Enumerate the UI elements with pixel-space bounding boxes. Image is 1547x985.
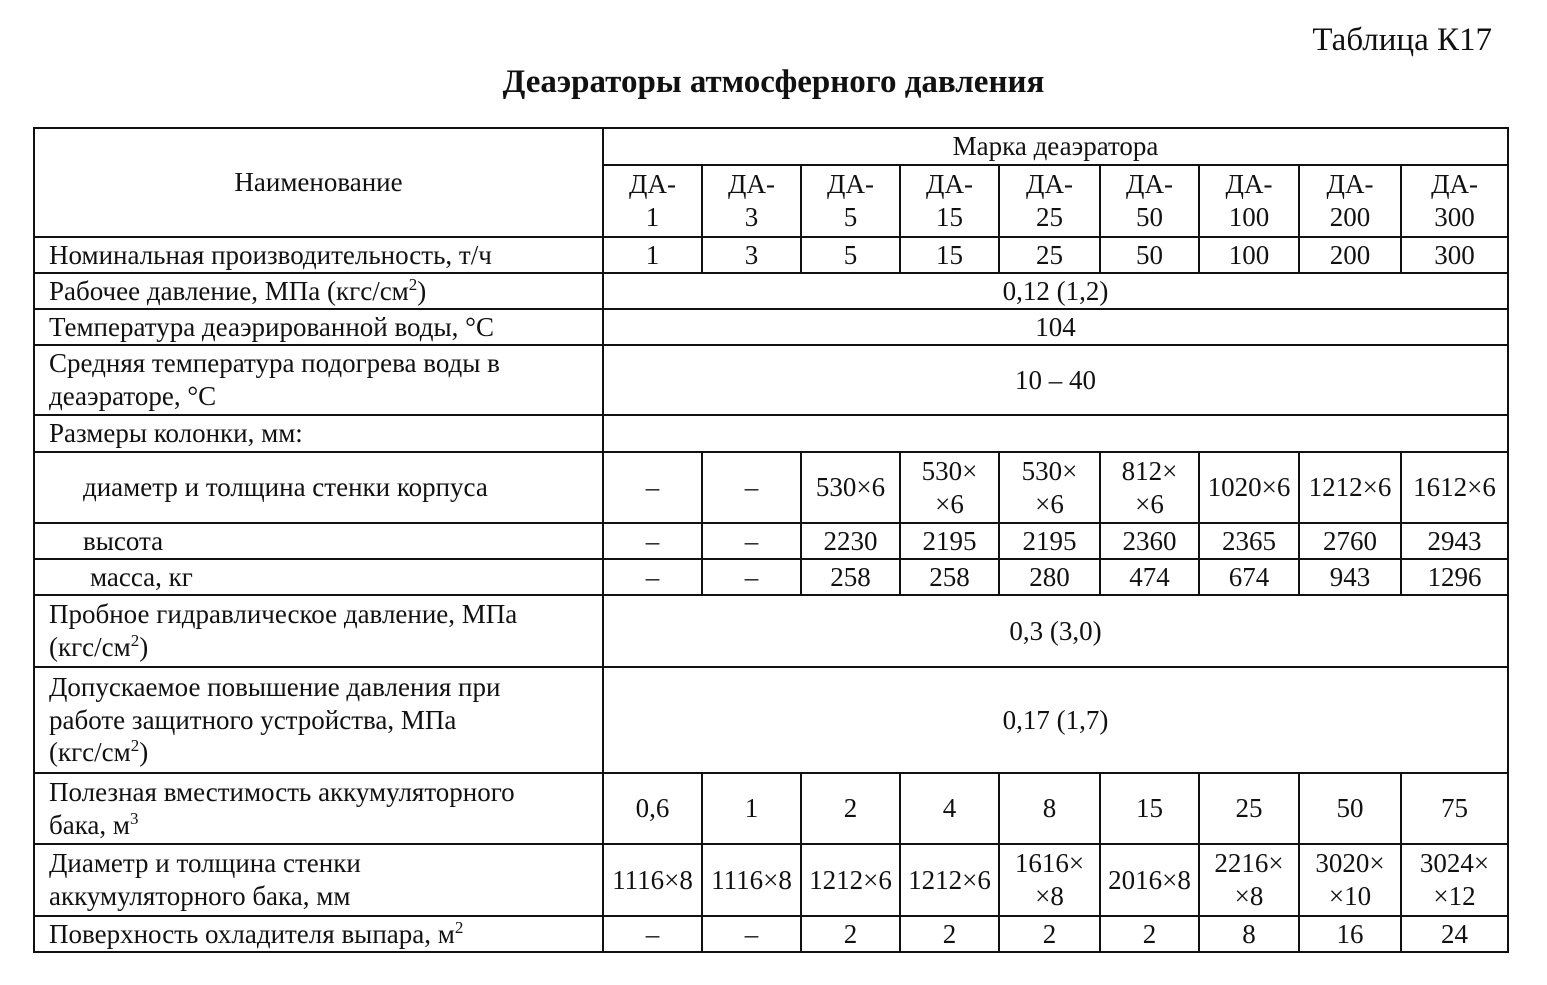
value-cell: 24 — [1401, 916, 1508, 952]
value-cell: 1612×6 — [1401, 452, 1508, 523]
value-cell: – — [603, 916, 702, 952]
value-cell: – — [702, 452, 801, 523]
value-cell: 50 — [1299, 773, 1401, 844]
table-row — [34, 773, 1508, 844]
table-row — [34, 844, 1508, 916]
table-row — [34, 523, 1508, 559]
table-row — [34, 559, 1508, 595]
model-header: ДА- 15 — [900, 165, 999, 237]
value-cell: 2 — [801, 916, 900, 952]
table-row — [34, 345, 1508, 415]
value-cell: – — [603, 452, 702, 523]
value-cell: 2 — [801, 773, 900, 844]
table-row — [34, 916, 1508, 952]
value-cell: 1296 — [1401, 559, 1508, 595]
value-cell: 530× ×6 — [900, 452, 999, 523]
value-cell: 280 — [999, 559, 1100, 595]
value-cell: 530× ×6 — [999, 452, 1100, 523]
value-cell: 3024× ×12 — [1401, 844, 1508, 916]
value-cell: 50 — [1100, 237, 1199, 273]
model-header: ДА- 25 — [999, 165, 1100, 237]
merged-value: 0,17 (1,7) — [603, 667, 1508, 773]
value-cell: 2 — [1100, 916, 1199, 952]
header-row-group — [34, 128, 1508, 165]
model-header: ДА- 1 — [603, 165, 702, 237]
model-header: ДА- 3 — [702, 165, 801, 237]
table-row — [34, 595, 1508, 667]
value-cell: 530×6 — [801, 452, 900, 523]
value-cell: 15 — [900, 237, 999, 273]
table-title: Деаэраторы атмосферного давления — [502, 64, 1045, 100]
value-cell: 16 — [1299, 916, 1401, 952]
deaerator-table — [33, 127, 1509, 953]
value-cell: 2943 — [1401, 523, 1508, 559]
model-header: ДА- 50 — [1100, 165, 1199, 237]
value-cell: 812× ×6 — [1100, 452, 1199, 523]
model-header: ДА- 300 — [1401, 165, 1508, 237]
value-cell: 2360 — [1100, 523, 1199, 559]
row-label: Номинальная производительность, т/ч — [34, 237, 603, 273]
value-cell: 1212×6 — [900, 844, 999, 916]
value-cell: – — [603, 559, 702, 595]
value-cell: 1116×8 — [702, 844, 801, 916]
value-cell: 943 — [1299, 559, 1401, 595]
table-row — [34, 667, 1508, 773]
row-label: масса, кг — [34, 559, 603, 595]
row-label: Диаметр и толщина стенки аккумуляторного бака, мм — [34, 844, 603, 916]
value-cell: 4 — [900, 773, 999, 844]
value-cell: 1212×6 — [1299, 452, 1401, 523]
value-cell: 8 — [1199, 916, 1299, 952]
merged-value: 0,12 (1,2) — [603, 273, 1508, 309]
row-label: высота — [34, 523, 603, 559]
value-cell: 2 — [999, 916, 1100, 952]
table-row — [34, 273, 1508, 309]
value-cell: 674 — [1199, 559, 1299, 595]
value-cell: 5 — [801, 237, 900, 273]
value-cell: 258 — [801, 559, 900, 595]
empty-cell — [603, 415, 1508, 452]
value-cell: 2230 — [801, 523, 900, 559]
value-cell: 2 — [900, 916, 999, 952]
table-row — [34, 309, 1508, 345]
value-cell: 1116×8 — [603, 844, 702, 916]
model-header: ДА- 5 — [801, 165, 900, 237]
value-cell: 2365 — [1199, 523, 1299, 559]
merged-value: 104 — [603, 309, 1508, 345]
value-cell: – — [603, 523, 702, 559]
row-label: Размеры колонки, мм: — [34, 415, 603, 452]
value-cell: 2760 — [1299, 523, 1401, 559]
row-label: Пробное гидравлическое давление, МПа $(кгс/см^2)$ — [34, 595, 603, 667]
value-cell: 8 — [999, 773, 1100, 844]
row-label: Поверхность охладителя выпара, $м^2$ — [34, 916, 603, 952]
value-cell: – — [702, 916, 801, 952]
table-row — [34, 452, 1508, 523]
row-label: Температура деаэрированной воды, °С — [34, 309, 603, 345]
value-cell: 3 — [702, 237, 801, 273]
model-header: ДА- 100 — [1199, 165, 1299, 237]
value-cell: 3020× ×10 — [1299, 844, 1401, 916]
value-cell: 1 — [702, 773, 801, 844]
value-cell: 1616× ×8 — [999, 844, 1100, 916]
model-header: ДА- 200 — [1299, 165, 1401, 237]
value-cell: 1020×6 — [1199, 452, 1299, 523]
value-cell: 300 — [1401, 237, 1508, 273]
row-label: Рабочее давление, МПа $(кгс/см^2)$ — [34, 273, 603, 309]
value-cell: 25 — [999, 237, 1100, 273]
value-cell: 474 — [1100, 559, 1199, 595]
value-cell: – — [702, 559, 801, 595]
value-cell: 75 — [1401, 773, 1508, 844]
value-cell: 100 — [1199, 237, 1299, 273]
value-cell: 2195 — [900, 523, 999, 559]
value-cell: – — [702, 523, 801, 559]
row-label: диаметр и толщина стенки корпуса — [34, 452, 603, 523]
row-label: Полезная вместимость аккумуляторного бака, $м^3$ — [34, 773, 603, 844]
table-row — [34, 237, 1508, 273]
row-label: Средняя температура подогрева воды в деаэраторе, °С — [34, 345, 603, 415]
table-row — [34, 415, 1508, 452]
table-number: Таблица К17 — [1312, 22, 1492, 58]
value-cell: 2195 — [999, 523, 1100, 559]
value-cell: 2016×8 — [1100, 844, 1199, 916]
row-label: Допускаемое повышение давления при работе защитного устройства, МПа $(кгс/см^2)$ — [34, 667, 603, 773]
merged-value: 10 – 40 — [603, 345, 1508, 415]
header-model-group: Марка деаэратора — [603, 128, 1508, 165]
header-name: Наименование — [34, 128, 603, 237]
value-cell: 1 — [603, 237, 702, 273]
value-cell: 2216× ×8 — [1199, 844, 1299, 916]
value-cell: 15 — [1100, 773, 1199, 844]
merged-value: 0,3 (3,0) — [603, 595, 1508, 667]
value-cell: 25 — [1199, 773, 1299, 844]
value-cell: 258 — [900, 559, 999, 595]
value-cell: 1212×6 — [801, 844, 900, 916]
value-cell: 200 — [1299, 237, 1401, 273]
value-cell: 0,6 — [603, 773, 702, 844]
